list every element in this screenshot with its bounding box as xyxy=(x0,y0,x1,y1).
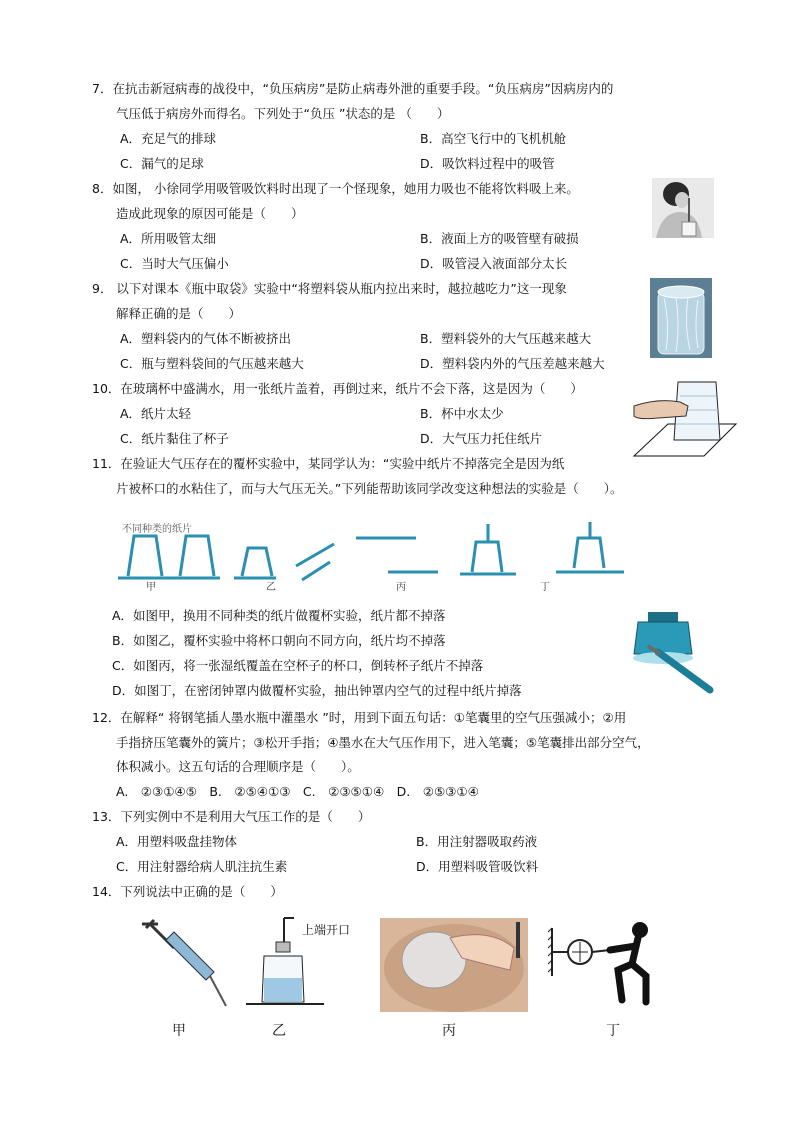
q8-stem-line2: 造成此现象的原因可能是（ ） xyxy=(116,206,304,221)
q13-option-c: C．用注射器给病人肌注抗生素 xyxy=(116,859,288,874)
q13-option-b: B．用注射器吸取药液 xyxy=(416,834,538,849)
q8-option-a: A．所用吸管太细 xyxy=(120,231,217,246)
q9-option-b: B．塑料袋外的大气压越来越大 xyxy=(420,331,592,346)
girl-drinking-photo xyxy=(652,178,714,238)
q13-stem: 13．下列实例中不是利用大气压工作的是（ ） xyxy=(92,809,371,824)
q12-options: A. ②③①④⑤ B. ②⑤④①③ C. ②③⑤①④ D. ②⑤③①④ xyxy=(116,784,479,799)
q9-option-a: A．塑料袋内的气体不断被挤出 xyxy=(120,331,292,346)
spring-scale-person-figure xyxy=(546,920,656,1010)
q7-stem-line1: 7．在抗击新冠病毒的战役中，“负压病房”是防止病毒外泄的重要手段。“负压病房”因病房内的 xyxy=(92,81,614,96)
fig14-label-jia: 甲 xyxy=(172,1023,186,1039)
q12-stem-line3: 体积减小。这五句话的合理顺序是（ ）。 xyxy=(116,759,360,774)
q7-option-a: A．充足气的排球 xyxy=(120,131,217,146)
q8-stem-line1: 8．如图， 小徐同学用吸管吸饮料时出现了一个怪现象，她用力吸也不能将饮料吸上来。 xyxy=(92,181,579,196)
q13-option-d: D．用塑料吸管吸饮料 xyxy=(416,859,539,874)
q12-stem-line2: 手指挤压笔囊外的簧片；③松开手指；④墨水在大气压作用下，进入笔囊；⑤笔囊排出部分空气， xyxy=(116,735,650,750)
fig-note-paper-types: 不同种类的纸片 xyxy=(122,524,192,535)
q11-option-a: A．如图甲，换用不同种类的纸片做覆杯实验，纸片都不掉落 xyxy=(112,608,446,623)
q10-option-a: A．纸片太轻 xyxy=(120,406,192,421)
fig11-label-yi: 乙 xyxy=(266,582,276,592)
q7-option-d: D．吸饮料过程中的吸管 xyxy=(420,156,555,171)
q8-option-b: B．液面上方的吸管壁有破损 xyxy=(420,231,579,246)
q13-option-a: A．用塑料吸盘挂物体 xyxy=(116,834,238,849)
q14-stem: 14．下列说法中正确的是（ ） xyxy=(92,884,283,899)
ink-bottle-pen-figure xyxy=(630,606,720,696)
q12-stem-line1: 12．在解释“ 将钢笔插人墨水瓶中灌墨水 ”时，用到下面五句话：①笔囊里的空气压强减小；②用 xyxy=(92,710,627,725)
fig11-label-ding: 丁 xyxy=(540,582,550,592)
q10-option-b: B．杯中水太少 xyxy=(420,406,504,421)
q11-option-c: C．如图丙，将一张湿纸覆盖在空杯子的杯口，倒转杯子纸片不掉落 xyxy=(112,658,484,673)
q9-option-d: D．塑料袋内外的气压差越来越大 xyxy=(420,356,605,371)
q10-option-c: C．纸片黏住了杯子 xyxy=(120,431,229,446)
fig14-label-bing: 丙 xyxy=(442,1023,456,1039)
q8-option-d: D．吸管浸入液面部分太长 xyxy=(420,256,568,271)
q8-option-c: C．当时大气压偏小 xyxy=(120,256,229,271)
cup-experiment-figures xyxy=(116,518,628,592)
q9-option-c: C．瓶与塑料袋间的气压越来越大 xyxy=(120,356,304,371)
top-open-label: 上端开口 xyxy=(302,923,351,937)
q11-stem-line1: 11．在验证大气压存在的覆杯实验中，某同学认为：“实验中纸片不掉落完全是因为纸 xyxy=(92,456,565,471)
inverted-cup-figure xyxy=(628,376,740,460)
jar-with-bag-photo xyxy=(650,278,712,358)
q7-stem-line2: 气压低于病房外而得名。下列处于“负压 ”状态的是 （ ） xyxy=(116,106,450,121)
q11-option-b: B．如图乙，覆杯实验中将杯口朝向不同方向，纸片均不掉落 xyxy=(112,633,446,648)
cupping-photo xyxy=(380,918,528,1012)
fig14-label-yi: 乙 xyxy=(272,1023,286,1039)
fig11-label-bing: 丙 xyxy=(396,582,406,592)
q10-option-d: D．大气压力托住纸片 xyxy=(420,431,543,446)
q9-stem-line1: 9． 以下对课本《瓶中取袋》实验中“将塑料袋从瓶内拉出来时，越拉越吃力”这一现象 xyxy=(92,281,567,296)
q11-option-d: D．如图丁，在密闭钟罩内做覆杯实验，抽出钟罩内空气的过程中纸片掉落 xyxy=(112,683,522,698)
q10-stem: 10．在玻璃杯中盛满水，用一张纸片盖着，再倒过来，纸片不会下落，这是因为（ ） xyxy=(92,381,583,396)
q9-stem-line2: 解释正确的是（ ） xyxy=(116,306,242,321)
q11-stem-line2: 片被杯口的水粘住了，而与大气压无关。”下列能帮助该同学改变这种想法的实验是（ ）。 xyxy=(116,481,623,496)
fig14-label-ding: 丁 xyxy=(606,1023,620,1039)
q7-option-c: C．漏气的足球 xyxy=(120,156,204,171)
syringe-figure xyxy=(140,918,232,1014)
q7-option-b: B．高空飞行中的飞机机舱 xyxy=(420,131,567,146)
fig11-label-jia: 甲 xyxy=(146,582,156,592)
